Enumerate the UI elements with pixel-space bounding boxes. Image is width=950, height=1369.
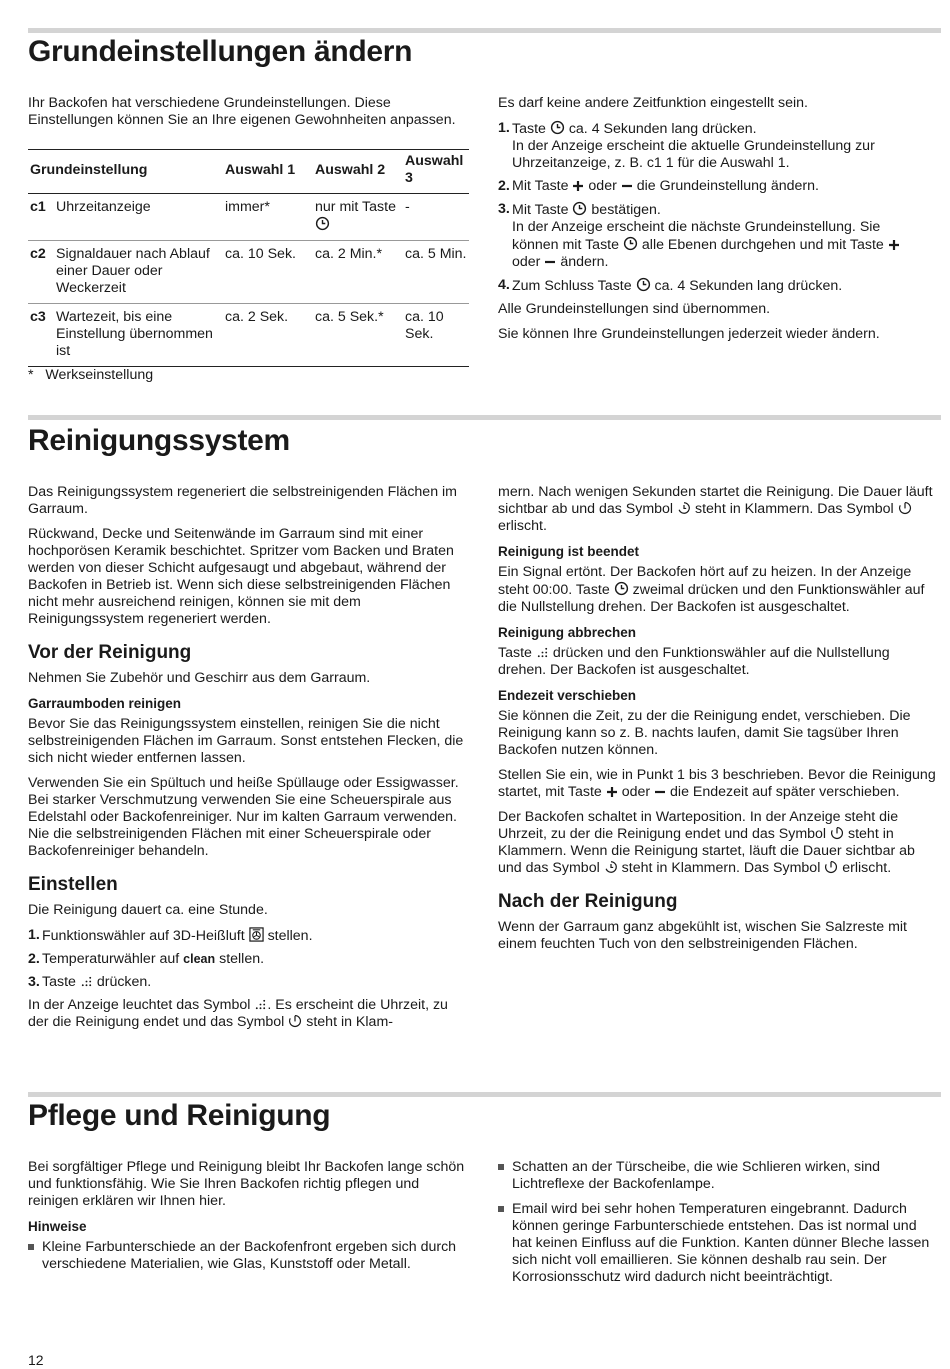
section1-left-column [28, 95, 469, 392]
table-row [28, 304, 469, 367]
clock-icon [550, 120, 565, 135]
table-cell: c1 [28, 194, 54, 241]
clock-icon [572, 201, 587, 216]
clock-icon [636, 277, 651, 292]
plus-icon [606, 786, 618, 798]
section-title-reinigungssystem: Reinigungssystem [28, 424, 290, 457]
subheading-endezeit: Endezeit verschieben [498, 688, 637, 703]
step-2: 2. Mit Taste oder die Grundeinstellung ändern. [498, 178, 819, 194]
minus-icon [654, 786, 666, 798]
paragraph: mern. Nach wenigen Sekunden startet die Reinigung. Die Dauer läuft sichtbar ab und das Symbol steht in Klammern. Das Symbol erlischt. [498, 484, 933, 534]
table-cell [313, 194, 403, 241]
section2-right-column [498, 484, 940, 961]
table-header: Auswahl 3 [403, 150, 469, 194]
table-cell: ca. 10 Sek. [223, 241, 313, 304]
intro-paragraph: Ihr Backofen hat verschiedene Grundeinstellungen. Diese Einstellungen können Sie an Ihre eigenen Gewohnheiten anpassen. [28, 95, 456, 128]
after-text-2: Sie können Ihre Grundeinstellungen jederzeit wieder ändern. [498, 326, 880, 342]
table-cell-text: nur mit Taste [315, 199, 396, 215]
table-cell: ca. 2 Min.* [313, 241, 403, 304]
section-divider-2 [28, 415, 941, 420]
subheading-abbrechen: Reinigung abbrechen [498, 625, 637, 640]
end-time-icon [288, 1014, 302, 1028]
paragraph: Ein Signal ertönt. Der Backofen hört auf zu heizen. In der Anzeige steht 00:00. Taste zweimal drücken und den Funktionswähler auf die Nullstellung drehen. Der Backofen ist ausgeschaltet. [498, 564, 925, 615]
minus-icon [544, 256, 556, 268]
list-item: Email wird bei sehr hohen Temperaturen eingebrannt. Dadurch können geringe Farbunterschiede entstehen. Das ist normal und hat keinen Einfluss auf die Funktion. Kanten dünner Bleche lassen sich nicht voll emaillieren. Sie können deshalb rau sein. Der Korrosionsschutz wird dadurch nicht beeinträchtigt. [498, 1201, 940, 1286]
table-row [28, 241, 469, 304]
table-cell: - [403, 194, 469, 241]
section3-left-column [28, 1159, 469, 1281]
step-1: 1. Taste ca. 4 Sekunden lang drücken. In der Anzeige erscheint die aktuelle Grundeinstellung zur Uhrzeitanzeige, z. B. c1 1 für die Auswahl 1. [498, 120, 875, 171]
subheading-nach-der-reinigung: Nach der Reinigung [498, 891, 678, 912]
table-cell: c3 [28, 304, 54, 367]
table-cell: c2 [28, 241, 54, 304]
plus-icon [888, 239, 900, 251]
section-title-pflege: Pflege und Reinigung [28, 1099, 331, 1132]
paragraph: Taste drücken und den Funktionswähler auf die Nullstellung drehen. Der Backofen ist ausgeschaltet. [498, 645, 890, 678]
minus-icon [621, 180, 633, 192]
table-cell: ca. 10 Sek. [403, 304, 469, 367]
table-cell: immer* [223, 194, 313, 241]
paragraph: Die Reinigung dauert ca. eine Stunde. [28, 902, 268, 918]
table-cell: ca. 5 Min. [403, 241, 469, 304]
table-cell: ca. 5 Sek.* [313, 304, 403, 367]
end-time-icon [830, 826, 844, 840]
step-3: 3. Taste drücken. [28, 974, 152, 990]
clock-icon [614, 581, 629, 596]
step-4: 4. Zum Schluss Taste ca. 4 Sekunden lang drücken. [498, 277, 843, 294]
step-3: 3. Mit Taste bestätigen. In der Anzeige erscheint die nächste Grundeinstellung. Sie können mit Taste alle Ebenen durchgehen und mit Taste oder ändern. [498, 201, 930, 271]
section1-right-column [498, 95, 930, 351]
table-cell: Signaldauer nach Ablauf einer Dauer oder Weckerzeit [54, 241, 223, 304]
table-header-row [28, 150, 469, 194]
paragraph: Sie können die Zeit, zu der die Reinigung endet, verschieben. Die Reinigung kann so z. B. nachts laufen, damit Sie tagsüber Ihren Backofen nutzen können. [498, 708, 911, 758]
subheading-einstellen: Einstellen [28, 874, 118, 895]
paragraph: Rückwand, Decke und Seitenwände im Garraum sind mit einer hochporösen Keramik beschichtet. Spritzer vom Backen und Braten werden von dieser Schicht aufgesaugt und abgebaut, während der Backofen in Betrieb ist. Wenn sich diese selbstreinigenden Flächen nicht mehr ausreichend reinigen, können sie mit dem Reinigungssystem regeneriert werden. [28, 526, 454, 627]
self-clean-icon [536, 646, 549, 659]
paragraph: Wenn der Garraum ganz abgekühlt ist, wischen Sie Salzreste mit einem feuchten Tuch von den selbstreinigenden Flächen. [498, 919, 907, 952]
paragraph: In der Anzeige leuchtet das Symbol . Es erscheint die Uhrzeit, zu der die Reinigung endet und das Symbol steht in Klam- [28, 997, 448, 1030]
section-divider-3 [28, 1092, 941, 1097]
step-2: 2. Temperaturwähler auf clean stellen. [28, 951, 265, 967]
clock-icon [315, 216, 330, 231]
table-cell: Uhrzeitanzeige [54, 194, 223, 241]
self-clean-icon [80, 975, 93, 988]
hot-air-icon [249, 927, 264, 942]
list-item: Schatten an der Türscheibe, die wie Schlieren wirken, sind Lichtreflexe der Backofenlampe. [498, 1159, 940, 1193]
after-text-1: Alle Grundeinstellungen sind übernommen. [498, 301, 771, 317]
paragraph: Das Reinigungssystem regeneriert die selbstreinigenden Flächen im Garraum. [28, 484, 457, 517]
table-row [28, 194, 469, 241]
list-item: Kleine Farbunterschiede an der Backofenfront ergeben sich durch verschiedene Materialien, wie Glas, Kunststoff oder Metall. [28, 1239, 469, 1273]
paragraph: Stellen Sie ein, wie in Punkt 1 bis 3 beschrieben. Bevor die Reinigung startet, mit Taste oder die Endezeit auf später verschieben. [498, 767, 936, 800]
table-footnote: * Werkseinstellung [28, 367, 154, 383]
table-header: Grundeinstellung [28, 150, 223, 194]
right-intro: Es darf keine andere Zeitfunktion eingestellt sein. [498, 95, 808, 111]
paragraph: Bei sorgfältiger Pflege und Reinigung bleibt Ihr Backofen lange schön und funktionsfähig. Wie Sie Ihren Backofen richtig pflegen und reinigen erklären wir Ihnen hier. [28, 1159, 465, 1209]
self-clean-icon [254, 998, 267, 1011]
paragraph: Nehmen Sie Zubehör und Geschirr aus dem Garraum. [28, 670, 371, 686]
duration-icon [677, 501, 691, 515]
end-time-icon [824, 860, 838, 874]
end-time-icon [898, 501, 912, 515]
subheading-garraumboden: Garraumboden reinigen [28, 696, 182, 711]
table-header: Auswahl 1 [223, 150, 313, 194]
table-cell: ca. 2 Sek. [223, 304, 313, 367]
subheading-hinweise: Hinweise [28, 1219, 87, 1234]
paragraph: Bevor Sie das Reinigungssystem einstellen, reinigen Sie die nicht selbstreinigenden Flächen im Garraum. Sonst entstehen Flecken, die sich nicht wieder entfernen lassen. [28, 716, 464, 766]
section3-right-column [498, 1159, 940, 1294]
clock-icon [623, 236, 638, 251]
duration-icon [604, 860, 618, 874]
step-1: 1. Funktionswähler auf 3D-Heißluft stellen. [28, 927, 313, 944]
table-cell: Wartezeit, bis eine Einstellung übernommen ist [54, 304, 223, 367]
page-number: 12 [28, 1352, 44, 1368]
section-title-grundeinstellungen: Grundeinstellungen ändern [28, 35, 413, 68]
section2-left-column [28, 484, 469, 1039]
section-divider-1 [28, 28, 941, 33]
subheading-vor-der-reinigung: Vor der Reinigung [28, 642, 192, 663]
table-header: Auswahl 2 [313, 150, 403, 194]
settings-table [28, 149, 469, 367]
subheading-beendet: Reinigung ist beendet [498, 544, 640, 559]
plus-icon [572, 180, 584, 192]
paragraph: Der Backofen schaltet in Warteposition. In der Anzeige steht die Uhrzeit, zu der die Reinigung endet und das Symbol steht in Klammern. Wenn die Reinigung startet, läuft die Dauer sichtbar ab und das Symbol steht in Klammern. Das Symbol erlischt. [498, 809, 915, 876]
paragraph: Verwenden Sie ein Spültuch und heiße Spüllauge oder Essigwasser. Bei starker Verschmutzung verwenden Sie eine Scheuerspirale aus Edelstahl oder Backofenreiniger. Nur im kalten Garraum verwenden. Nie die selbstreinigenden Flächen mit einer Scheuerspirale oder Backofenreiniger behandeln. [28, 775, 459, 859]
